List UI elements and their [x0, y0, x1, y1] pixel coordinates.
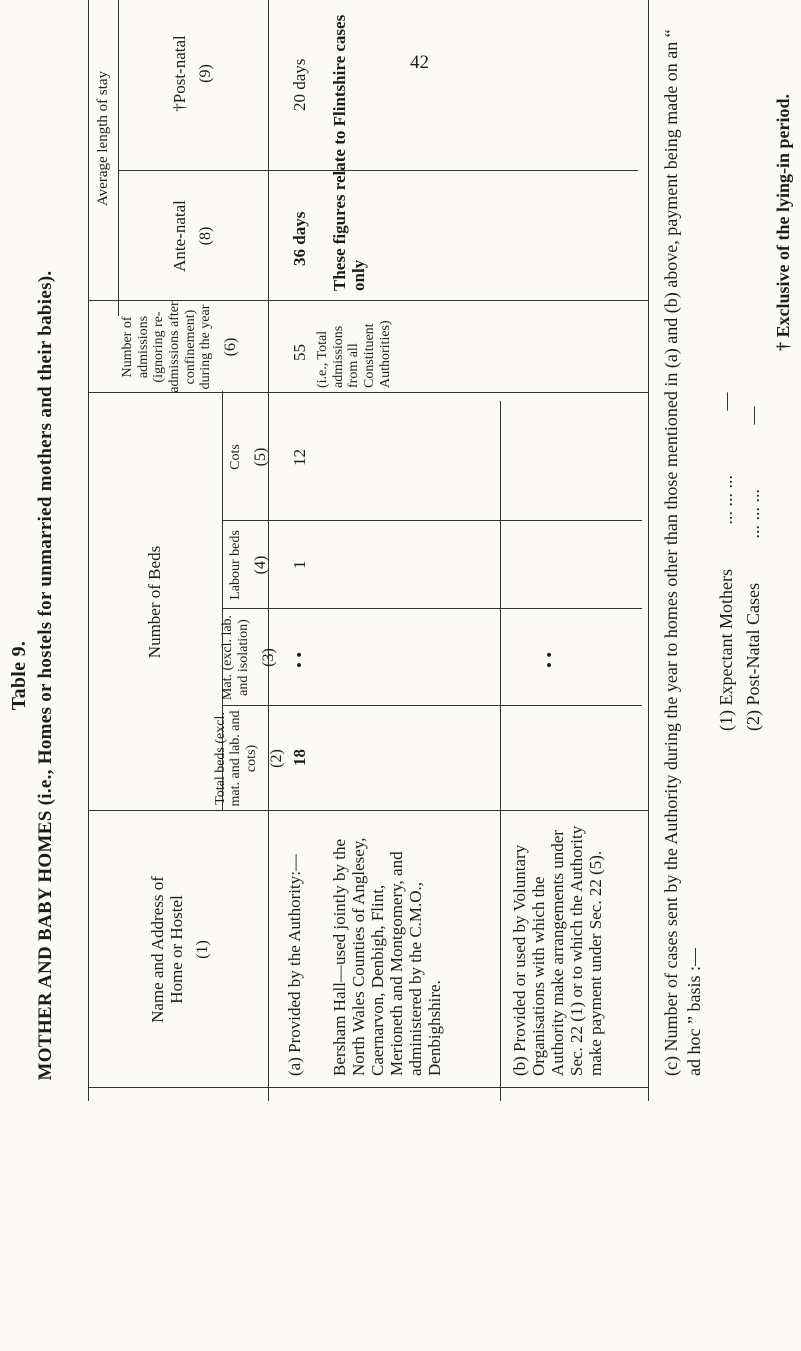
- section-a-stay-note: These figures relate to Flintshire cases only: [330, 14, 369, 291]
- stay-subheader-rule: [118, 0, 119, 316]
- section-a-bottom-rule: [500, 401, 501, 1101]
- header-labour-beds: Labour beds (4): [228, 530, 269, 600]
- header-name-address: Name and Address of Home or Hostel (1): [148, 876, 212, 1023]
- col-rule-4: [222, 608, 642, 609]
- section-a-heading: (a) Provided by the Authority:—: [285, 854, 304, 1076]
- section-a-cots: 12: [290, 449, 309, 466]
- header-average-stay: Average length of stay: [94, 70, 111, 207]
- section-b-heading: (b) Provided or used by Voluntary Organisations with which the Authority make arrangements under Sec. 22 (1) or to which the Authority make payment under Sec. 22 (5).: [510, 825, 606, 1076]
- header-admissions: Number of admissions (ignoring re-admissions after confinement) during the year (6): [120, 301, 240, 393]
- header-ante-natal: Ante-natal (8): [169, 200, 214, 272]
- header-cots: Cots (5): [228, 444, 269, 470]
- page-number: 42: [410, 52, 429, 73]
- header-total-beds: Total beds (excl. mat. and lab. and cots) (2): [212, 710, 285, 807]
- note-c: (c) Number of cases sent by the Authority during the year to homes other than those mentioned in (a) and (b) above, payment being made on an “ ad hoc ” basis :—: [661, 29, 704, 1076]
- section-a-mat: • •: [290, 651, 309, 668]
- header-post-natal: †Post-natal (9): [169, 35, 214, 112]
- note-item-1: (1) Expectant Mothers ... ... ... —: [716, 392, 736, 731]
- section-b-dots: • •: [540, 651, 559, 668]
- col-rule-3: [222, 705, 642, 706]
- footnote: † Exclusive of the lying-in period.: [773, 93, 793, 351]
- note-item-2: (2) Post-Natal Cases ... ... ... —: [743, 406, 763, 731]
- col-rule-5: [222, 520, 642, 521]
- section-a-post-natal: 20 days: [290, 58, 309, 111]
- table-number: Table 9.: [8, 640, 30, 711]
- header-mat-beds: Mat. (excl. lab. and isolation) (3): [220, 614, 277, 701]
- section-a-admissions: 55: [290, 344, 309, 361]
- section-a-admissions-note: (i.e., Total admissions from all Constituent Authorities): [315, 320, 393, 388]
- table-caption: MOTHER AND BABY HOMES (i.e., Homes or hostels for unmarried mothers and their babies).: [35, 270, 56, 1081]
- header-number-of-beds: Number of Beds: [145, 545, 165, 659]
- table-top-rule: [88, 0, 89, 1101]
- section-a-description: Bersham Hall—used jointly by the North Wales Counties of Anglesey, Caernarvon, Denbigh, Flint, Merioneth and Montgomery, and administered by the C.M.O., Denbighshire.: [330, 837, 445, 1076]
- table-title: [8, 0, 57, 1351]
- table-bottom-rule: [648, 0, 649, 1101]
- section-a-labour: 1: [290, 560, 309, 569]
- section-a-ante-natal: 36 days: [290, 211, 309, 266]
- section-a-total-beds: 18: [290, 749, 309, 766]
